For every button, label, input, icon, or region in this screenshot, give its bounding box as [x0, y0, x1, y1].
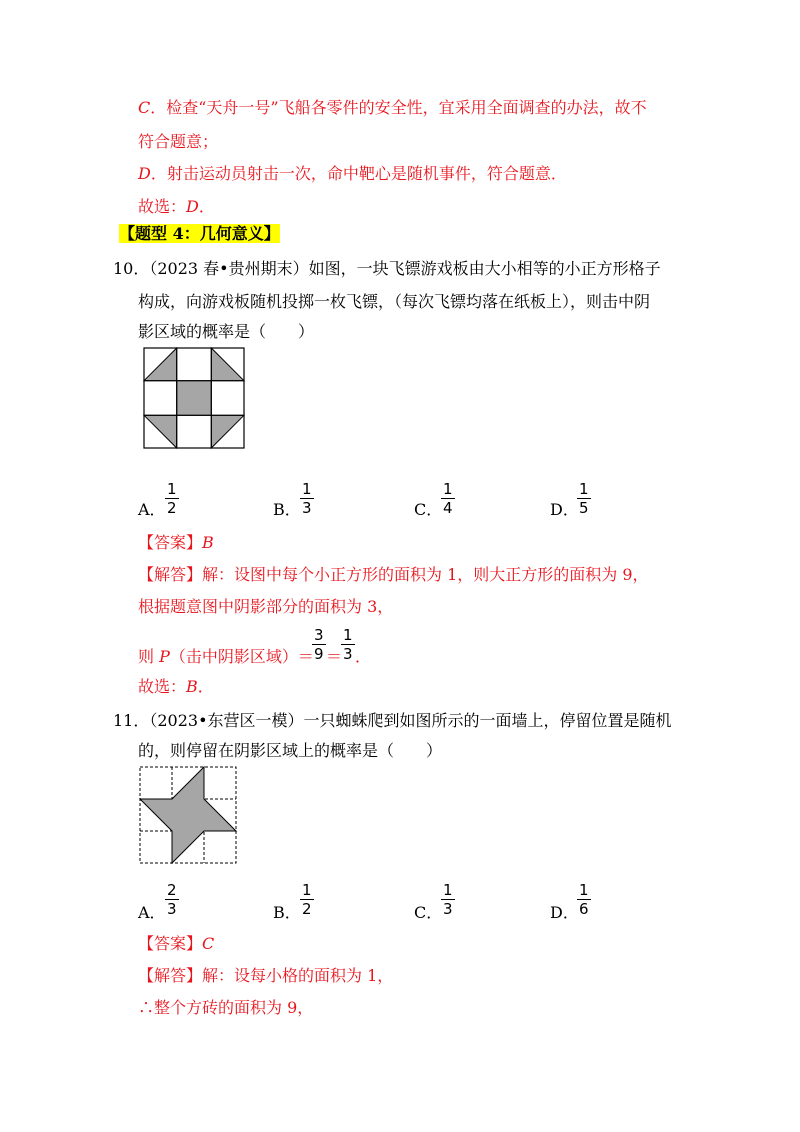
q10-b-num: 1	[302, 480, 312, 498]
q10-choose-end: ．	[197, 677, 214, 696]
q11-text1: （2023•东营区一模）一只蜘蛛爬到如图所示的一面墙上，停留位置是随机	[149, 711, 672, 730]
option-c-letter: C	[138, 98, 151, 117]
q10-sol3-mid: （击中阴影区域）＝	[169, 647, 314, 666]
q10-solution-eq: ＝	[326, 647, 343, 666]
q10-c-num: 1	[443, 480, 453, 498]
q10-option-d-fraction	[577, 481, 591, 516]
q10-option-d-letter: D．	[550, 500, 579, 519]
q11-option-b-letter: B．	[273, 903, 301, 922]
q11-option-d-fraction	[577, 882, 591, 917]
q10-frac1-den: 9	[314, 645, 324, 663]
q10-sol3-prefix: 则	[138, 647, 160, 666]
solution-c-line1	[138, 98, 647, 118]
q10-shade-bottom-right	[211, 415, 244, 448]
q10-solution-fraction1	[312, 627, 326, 662]
q10-option-a-fraction	[165, 481, 179, 516]
q10-shade-bottom-left	[144, 415, 177, 448]
q11-answer: C	[202, 934, 215, 953]
q10-solution-line3	[138, 647, 314, 667]
q11-a-num: 2	[167, 881, 177, 899]
q11-option-a-letter: A．	[138, 903, 166, 922]
q10-solution-line2: 根据题意图中阴影部分的面积为 3，	[138, 597, 394, 616]
q11-option-c-letter: C．	[414, 903, 443, 922]
choose-line-prev	[138, 197, 215, 217]
q10-d-num: 1	[579, 480, 589, 498]
q10-line1	[113, 259, 661, 279]
q11-answer-line	[138, 934, 214, 954]
q11-option-a-fraction	[165, 882, 179, 917]
q10-choose-prefix: 故选：	[138, 677, 187, 696]
q11-option-d-letter: D．	[550, 903, 579, 922]
q11-c-den: 3	[443, 900, 453, 918]
q10-solution-fraction2	[341, 627, 355, 662]
choose-end: ．	[198, 197, 215, 216]
q10-a-den: 2	[167, 499, 177, 517]
option-c-text: ．检查“天舟一号”飞船各零件的安全性，宜采用全面调查的办法，故不	[150, 98, 647, 117]
q10-option-b-fraction	[300, 481, 314, 516]
q11-wall-figure	[138, 765, 240, 865]
q10-option-b-letter: B．	[273, 500, 301, 519]
q10-shade-top-right	[211, 348, 244, 381]
q11-b-den: 2	[302, 900, 312, 918]
q10-choose-answer: B	[186, 677, 198, 696]
q11-shaded-pinwheel	[140, 767, 236, 863]
q11-solution-line1	[138, 966, 393, 986]
q11-line1	[113, 711, 672, 731]
q11-option-b-fraction	[300, 882, 314, 917]
q11-number: 11．	[113, 711, 150, 730]
q10-option-c-fraction	[441, 481, 455, 516]
q10-option-b[interactable]	[273, 500, 301, 520]
q11-solution-text1: 解：设每小格的面积为 1，	[202, 966, 394, 985]
q11-answer-label: 【答案】	[138, 934, 203, 953]
q11-solution-line2: ∴整个方砖的面积为 9，	[138, 998, 314, 1017]
q10-b-den: 3	[302, 499, 312, 517]
q10-choose-line	[138, 677, 214, 697]
q10-answer-label: 【答案】	[138, 533, 203, 552]
q10-answer-line	[138, 533, 214, 553]
q11-option-d[interactable]	[550, 903, 579, 923]
option-d-text: ．射击运动员射击一次，命中靶心是随机事件，符合题意．	[150, 164, 567, 183]
q10-option-a-letter: A．	[138, 500, 166, 519]
q11-option-c[interactable]	[414, 903, 442, 923]
q10-frac2-num: 1	[343, 626, 353, 644]
q10-solution-end: ．	[355, 647, 372, 666]
q10-solution-line1	[138, 565, 649, 585]
q10-number: 10．	[113, 259, 150, 278]
q10-prob-p: P	[159, 647, 170, 666]
section-title	[119, 224, 280, 244]
q11-option-b[interactable]	[273, 903, 301, 923]
q11-solution-label: 【解答】	[138, 966, 203, 985]
q10-option-c-letter: C．	[414, 500, 443, 519]
q11-d-num: 1	[579, 881, 589, 899]
q10-option-a[interactable]	[138, 500, 166, 520]
q10-answer: B	[202, 533, 214, 552]
q10-d-den: 5	[579, 499, 589, 517]
q11-line2: 的，则停留在阴影区域上的概率是（ ）	[138, 741, 443, 760]
q11-d-den: 6	[579, 900, 589, 918]
q10-text1: （2023 春•贵州期末）如图，一块飞镖游戏板由大小相等的小正方形格子	[149, 259, 661, 278]
q11-b-num: 1	[302, 881, 312, 899]
q10-option-d[interactable]	[550, 500, 579, 520]
q10-solution-text1: 解：设图中每个小正方形的面积为 1，则大正方形的面积为 9，	[202, 565, 649, 584]
q10-a-num: 1	[167, 480, 177, 498]
q10-option-c[interactable]	[414, 500, 442, 520]
q10-line2: 构成，向游戏板随机投掷一枚飞镖，（每次飞镖均落在纸板上），则击中阴	[138, 292, 651, 311]
q10-frac1-num: 3	[314, 626, 324, 644]
q11-option-c-fraction	[441, 882, 455, 917]
q10-shade-center	[177, 381, 212, 416]
choose-prefix: 故选：	[138, 197, 187, 216]
q10-c-den: 4	[443, 499, 453, 517]
q10-frac2-den: 3	[343, 645, 353, 663]
section-title-text: 【题型 4：几何意义】	[119, 224, 280, 243]
choose-answer: D	[186, 197, 199, 216]
q10-solution-label: 【解答】	[138, 565, 203, 584]
solution-c-line2: 符合题意；	[138, 132, 219, 151]
option-d-letter: D	[138, 164, 151, 183]
q11-a-den: 3	[167, 900, 177, 918]
q11-c-num: 1	[443, 881, 453, 899]
q10-line3: 影区域的概率是（ ）	[138, 322, 315, 341]
solution-d-line	[138, 164, 567, 184]
q11-option-a[interactable]	[138, 903, 166, 923]
q10-dartboard-figure	[141, 345, 247, 451]
q10-shade-top-left	[144, 348, 177, 381]
